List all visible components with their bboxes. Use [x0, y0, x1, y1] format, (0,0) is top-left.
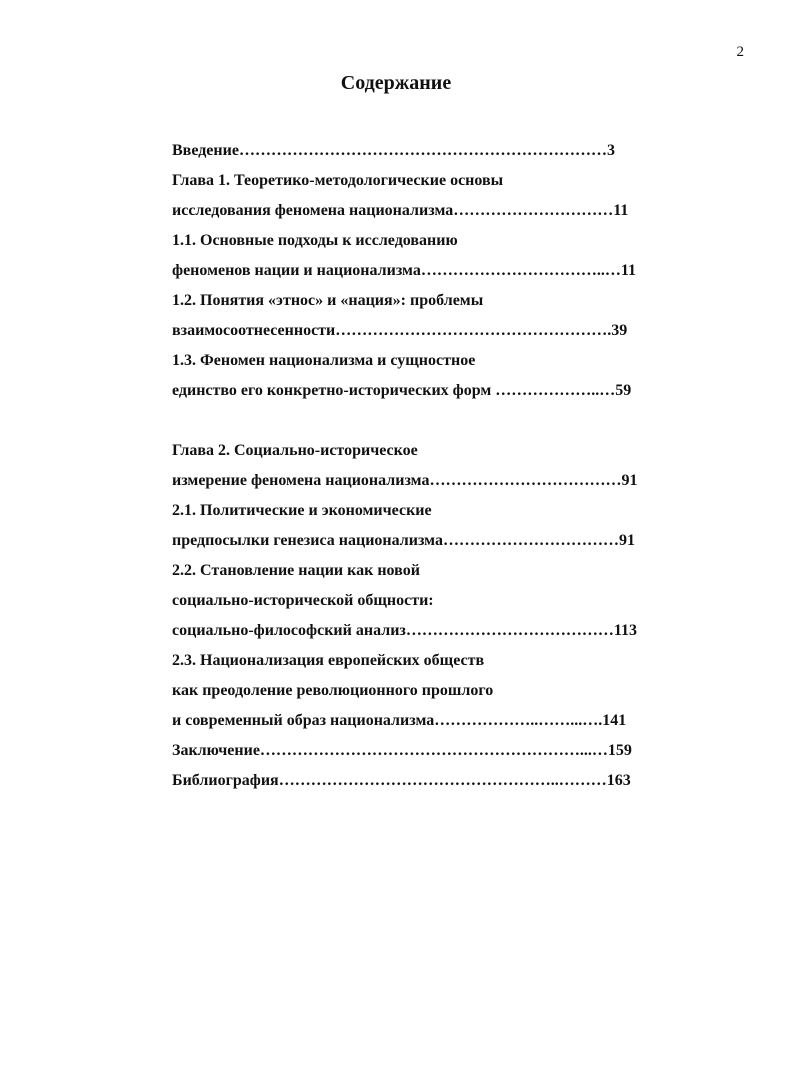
toc-entry-section-2-2-line-2[interactable]: социально-исторической общности: — [172, 592, 434, 609]
toc-entry-section-1-2-line-1[interactable]: 1.2. Понятия «этнос» и «нация»: проблемы — [172, 292, 484, 309]
toc-entry-conclusion[interactable]: Заключение……………………………………………………...…159 — [172, 742, 632, 759]
page-number: 2 — [736, 44, 744, 60]
toc-entry-chapter-2-line-1[interactable]: Глава 2. Социально-историческое — [172, 442, 418, 459]
toc-entry-section-1-1-line-1[interactable]: 1.1. Основные подходы к исследованию — [172, 232, 458, 249]
toc-entry-section-2-3-line-1[interactable]: 2.3. Национализация европейских обществ — [172, 652, 485, 669]
toc-entry-introduction[interactable]: Введение……………………………………………………………3 — [172, 142, 615, 159]
toc-entry-chapter-2-line-2[interactable]: измерение феномена национализма………………………………91 — [172, 472, 638, 489]
toc-entry-section-2-1-line-1[interactable]: 2.1. Политические и экономические — [172, 502, 432, 519]
toc-spacer — [172, 406, 712, 436]
toc-entry-section-2-3-line-3[interactable]: и современный образ национализма………………..……...….141 — [172, 712, 627, 729]
toc-entry-section-2-1-line-2[interactable]: предпосылки генезиса национализма……………………………91 — [172, 532, 635, 549]
toc-entry-section-2-3-line-2[interactable]: как преодоление революционного прошлого — [172, 682, 494, 699]
toc-entry-section-1-2-line-2[interactable]: взаимосоотнесенности…………………………………………….39 — [172, 322, 628, 339]
toc-entry-section-1-1-line-2[interactable]: феноменов нации и национализма……………………………..…11 — [172, 262, 636, 279]
toc-entry-chapter-1-line-1[interactable]: Глава 1. Теоретико-методологические основы — [172, 172, 504, 189]
toc-entry-section-1-3-line-1[interactable]: 1.3. Феномен национализма и сущностное — [172, 352, 476, 369]
toc-entry-section-2-2-line-3[interactable]: социально-философский анализ…………………………………113 — [172, 622, 637, 639]
toc-entry-bibliography[interactable]: Библиография……………………………………………..………163 — [172, 772, 631, 789]
table-of-contents — [172, 136, 712, 796]
toc-entry-section-1-3-line-2[interactable]: единство его конкретно-исторических форм ………………..…59 — [172, 382, 632, 399]
page-title: Содержание — [340, 72, 452, 94]
toc-entry-chapter-1-line-2[interactable]: исследования феномена национализма…………………………11 — [172, 202, 629, 219]
toc-entry-section-2-2-line-1[interactable]: 2.2. Становление нации как новой — [172, 562, 420, 579]
